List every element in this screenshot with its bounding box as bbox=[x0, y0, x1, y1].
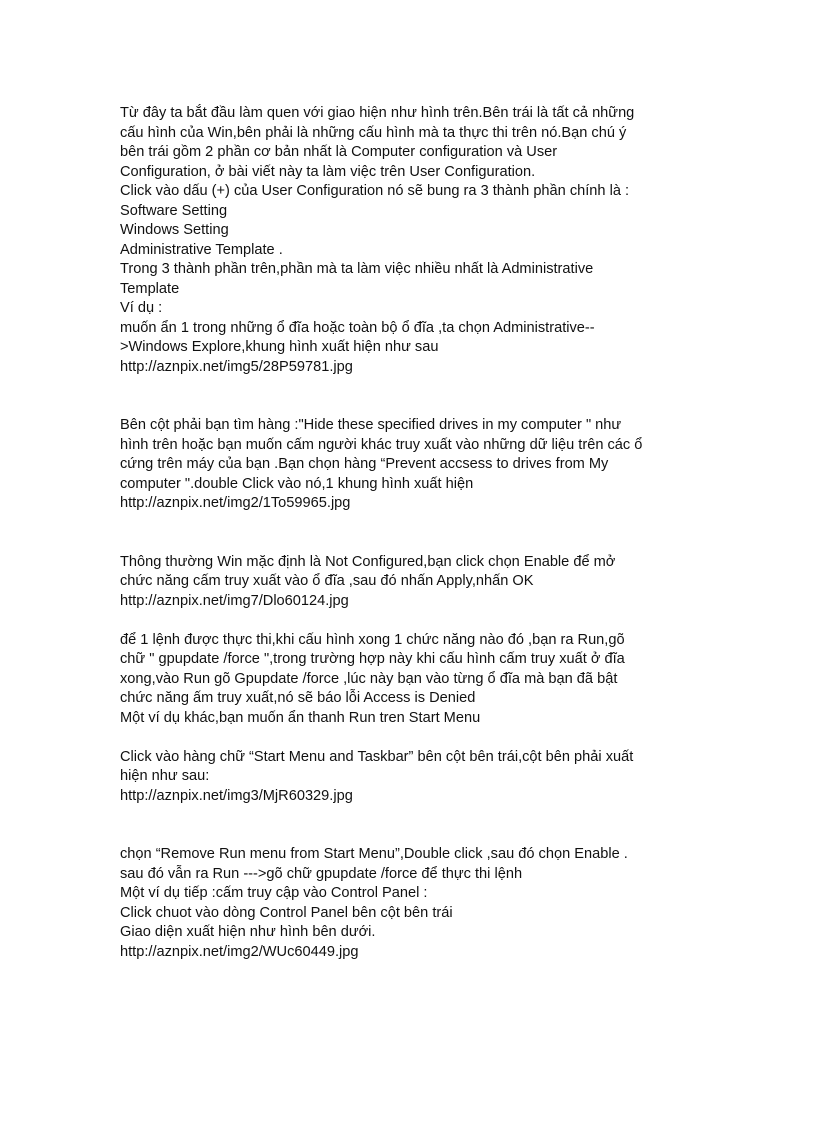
text-line: hiện như sau: bbox=[120, 768, 210, 784]
text-line: Click vào dấu (+) của User Configuration nó sẽ bung ra 3 thành phần chính là : bbox=[120, 183, 630, 199]
text-line: chọn “Remove Run menu from Start Menu”,Double click ,sau đó chọn Enable . bbox=[120, 846, 628, 862]
image-url: http://aznpix.net/img7/Dlo60124.jpg bbox=[120, 592, 349, 609]
text-line: Windows Setting bbox=[120, 222, 229, 238]
text-line: chữ " gpupdate /force ",trong trường hợp này khi cấu hình cấm truy xuất ở đĩa bbox=[120, 651, 625, 667]
text-line: cứng trên máy của bạn .Bạn chọn hàng “Prevent accsess to drives from My bbox=[120, 456, 609, 472]
text-line: Thông thường Win mặc định là Not Configured,bạn click chọn Enable để mở bbox=[120, 553, 616, 570]
text-line: chức năng cấm truy xuất vào ổ đĩa ,sau đó nhấn Apply,nhấn OK bbox=[120, 573, 534, 589]
text-line: Administrative Template . bbox=[120, 241, 283, 258]
blank-line bbox=[120, 611, 720, 631]
blank-line bbox=[120, 826, 720, 846]
text-line: Click vào hàng chữ “Start Menu and Taskbar” bên cột bên trái,cột bên phải xuất bbox=[120, 748, 634, 765]
text-line: cấu hình của Win,bên phải là những cấu hình mà ta thực thi trên nó.Bạn chú ý bbox=[120, 124, 627, 141]
text-line: Bên cột phải bạn tìm hàng :"Hide these specified drives in my computer " như bbox=[120, 417, 622, 433]
blank-line bbox=[120, 514, 720, 534]
text-line: Configuration, ở bài viết này ta làm việc trên User Configuration. bbox=[120, 163, 536, 180]
text-line: Trong 3 thành phần trên,phần mà ta làm việc nhiều nhất là Administrative bbox=[120, 261, 594, 277]
image-url: http://aznpix.net/img5/28P59781.jpg bbox=[120, 358, 353, 375]
text-line: Một ví dụ khác,bạn muốn ẩn thanh Run tren Start Menu bbox=[120, 709, 481, 726]
text-line: chức năng ấm truy xuất,nó sẽ báo lỗi Access is Denied bbox=[120, 690, 476, 706]
text-line: để 1 lệnh được thực thi,khi cấu hình xong 1 chức năng nào đó ,bạn ra Run,gõ bbox=[120, 631, 625, 648]
text-line: Click chuot vào dòng Control Panel bên cột bên trái bbox=[120, 904, 453, 921]
blank-line bbox=[120, 377, 720, 397]
text-line: sau đó vẫn ra Run --->gõ chữ gpupdate /force để thực thi lệnh bbox=[120, 865, 523, 882]
text-line: bên trái gồm 2 phần cơ bản nhất là Computer configuration và User bbox=[120, 144, 558, 160]
text-line: >Windows Explore,khung hình xuất hiện như sau bbox=[120, 339, 439, 355]
blank-line bbox=[120, 728, 720, 748]
text-line: Giao diện xuất hiện như hình bên dưới. bbox=[120, 924, 376, 940]
text-line: hình trên hoặc bạn muốn cấm người khác truy xuất vào những dữ liệu trên các ổ bbox=[120, 436, 643, 453]
image-url: http://aznpix.net/img3/MjR60329.jpg bbox=[120, 787, 353, 804]
text-line: Ví dụ : bbox=[120, 300, 163, 316]
text-line: Template bbox=[120, 280, 180, 297]
image-url: http://aznpix.net/img2/WUc60449.jpg bbox=[120, 943, 359, 960]
document-body bbox=[120, 104, 720, 962]
image-url: http://aznpix.net/img2/1To59965.jpg bbox=[120, 495, 351, 511]
text-line: xong,vào Run gõ Gpupdate /force ,lúc này bạn vào từng ổ đĩa mà bạn đã bật bbox=[120, 670, 618, 687]
blank-line bbox=[120, 533, 720, 553]
text-line: Software Setting bbox=[120, 202, 228, 219]
text-line: Từ đây ta bắt đầu làm quen với giao hiện như hình trên.Bên trái là tất cả những bbox=[120, 105, 635, 121]
text-line: muốn ẩn 1 trong những ổ đĩa hoặc toàn bộ ổ đĩa ,ta chọn Administrative-- bbox=[120, 319, 595, 336]
text-line: Một ví dụ tiếp :cấm truy cập vào Control Panel : bbox=[120, 885, 428, 901]
text-line: computer ".double Click vào nó,1 khung hình xuất hiện bbox=[120, 475, 474, 492]
blank-line bbox=[120, 397, 720, 417]
blank-line bbox=[120, 806, 720, 826]
